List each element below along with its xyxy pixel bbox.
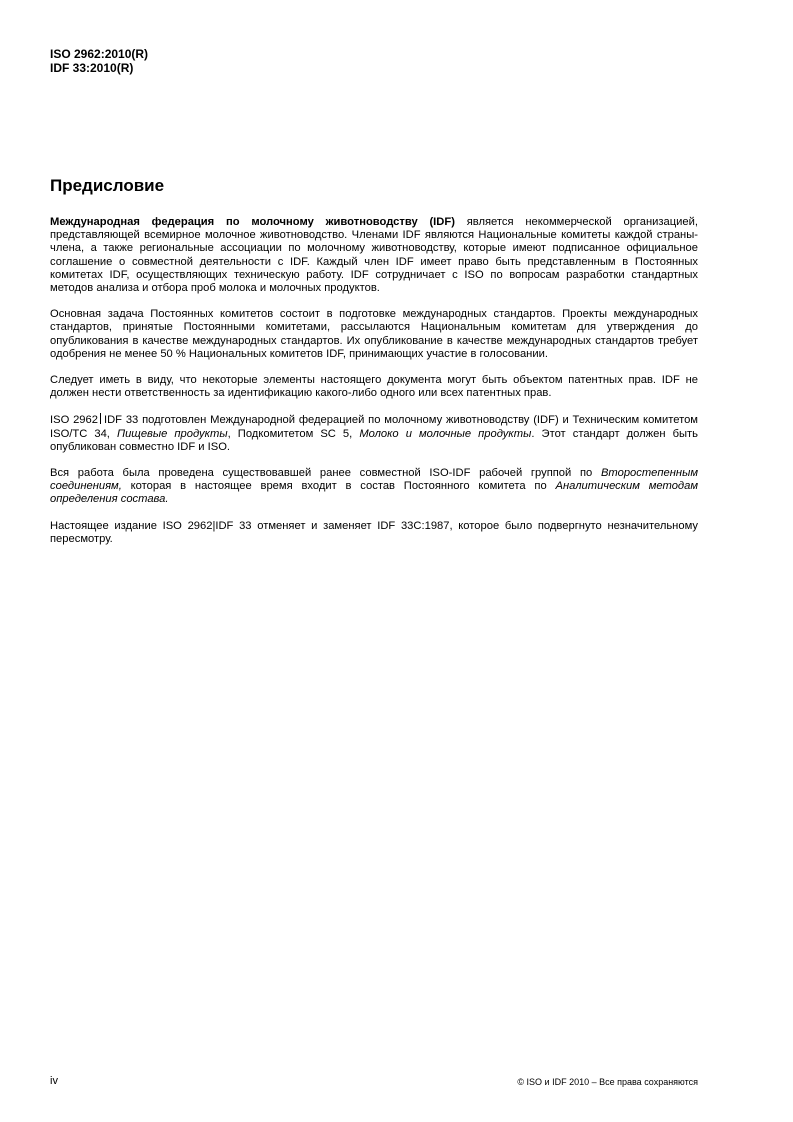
italic-term: Второстепенным соединениям, [50, 467, 698, 493]
page-number: iv [50, 1075, 58, 1087]
paragraph-text: , Подкомитетом SC 5, [227, 427, 360, 440]
document-header [50, 47, 148, 75]
paragraph-text: которая в настоящее время входит в состав Постоянного комитета по [121, 480, 556, 493]
copyright-notice: © ISO и IDF 2010 – Все права сохраняются [517, 1077, 698, 1087]
iso-standard-code: ISO 2962:2010(R) [50, 47, 149, 61]
paragraph-text: ISO 2962 [50, 414, 98, 427]
paragraph-edition: Настоящее издание ISO 2962|IDF 33 отменяет и заменяет IDF 33C:1987, которое было подвергнуто незначительному пересмотру. [50, 519, 698, 545]
italic-term: Аналитическим методам определения состава. [50, 480, 699, 506]
idf-standard-code: IDF 33:2010(R) [50, 61, 134, 75]
idf-name-bold: Международная федерация по молочному животноводству (IDF) [50, 216, 455, 228]
paragraph-text: . Этот стандарт должен быть опубликован совместно IDF и ISO. [50, 427, 699, 453]
paragraph-preparation [50, 413, 698, 454]
paragraph-text: является некоммерческой организацией, представляющей всемирное молочное животноводство. Членами IDF являются Национальные комитеты каждой страны-члена, а также региональные ассоциации по молочному животноводству, которые имеют подписанное официальное соглашение о совместной деятельности с IDF. Каждый член IDF имеет право быть представленным в Постоянных комитетах IDF, осуществляющих техническую работу. IDF сотрудничает с ISO по вопросам разработки стандартных методов анализа и отбора проб молока и молочных продуктов. [50, 216, 698, 295]
paragraph-idf-intro [50, 216, 698, 295]
paragraph-committees: Основная задача Постоянных комитетов состоит в подготовке международных стандартов. Проекты международных стандартов, принятые Постоянными комитетами, рассылаются Национальным комитетам для утверждения до опубликования в качестве международных стандартов. Их опубликование в качестве международных стандартов требует одобрения не менее 50 % Национальных комитетов IDF, принимающих участие в голосовании. [50, 308, 698, 360]
paragraph-patents: Следует иметь в виду, что некоторые элементы настоящего документа могут быть объектом патентных прав. IDF не должен нести ответственность за идентификацию какого-либо одного или всех патентных прав. [50, 374, 698, 400]
italic-term: Пищевые продукты [116, 427, 228, 440]
italic-term: Молоко и молочные продукты [359, 427, 532, 440]
separator-bar [100, 413, 101, 424]
document-body [50, 216, 698, 559]
paragraph-text: IDF 33 подготовлен Международной федерацией по молочному животноводству (IDF) и Техническим комитетом ISO/TC 34, [50, 414, 698, 440]
page-title: Предисловие [50, 176, 165, 195]
paragraph-text: Вся работа была проведена существовавшей ранее совместной ISO-IDF рабочей группой по [50, 467, 601, 480]
paragraph-working-group [50, 467, 698, 507]
